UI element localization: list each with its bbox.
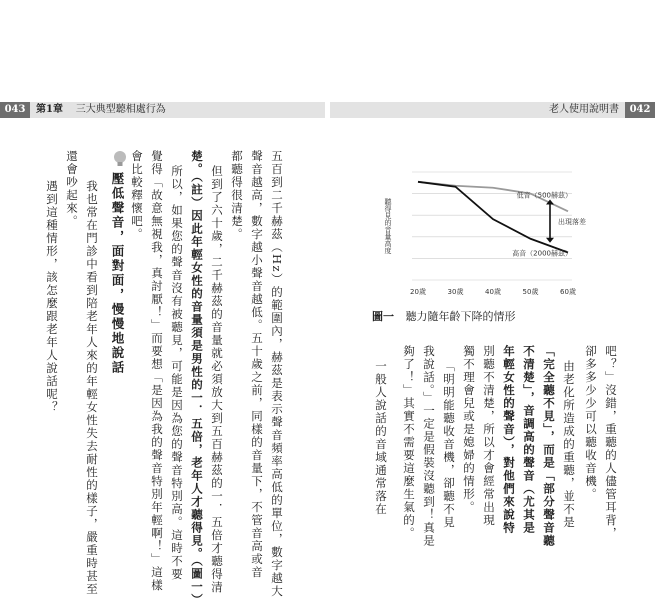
after-heading-col-3: 遇到這種情形，該怎麼跟老年人說話呢？ (45, 180, 59, 414)
x-tick-label: 50歲 (522, 288, 539, 296)
right-col-3: 由老化所造成的重聽，並不是 (562, 360, 576, 529)
right-col-2: 卻多多少少可以聽收音機。 (584, 345, 598, 501)
left-header-bar (0, 102, 325, 118)
chart-x-ticks (410, 287, 576, 296)
left-col-4: 但到了六十歲，二千赫茲的音量就必須放大到五百赫茲的一．五倍才聽得清 (210, 165, 224, 594)
right-header-bar (330, 102, 655, 118)
caption-title: 聽力隨年齡下降的情形 (405, 310, 516, 323)
left-chapter (36, 102, 166, 118)
left-col-8: 會比較釋懷吧。 (130, 150, 144, 241)
x-tick-label: 40歲 (485, 288, 501, 296)
after-heading-col-2: 還會吵起來。 (65, 150, 79, 228)
left-col-3: 都聽得很清楚。 (230, 150, 244, 241)
left-col-1: 五百到二千赫茲（Hz）的範圍內，赫茲是表示聲音頻率高低的單位，數字越大 (270, 150, 284, 599)
x-tick-label: 60歲 (560, 288, 576, 296)
gap-arrow-head-1 (546, 238, 554, 243)
right-col-11: 一般人說話的音域通常落在 (374, 360, 388, 516)
right-col-4: 「完全聽不見」，而是「部分聲音聽 (542, 345, 556, 548)
chapter-prefix: 第1章 (36, 104, 63, 115)
x-tick-label: 30歲 (447, 288, 464, 296)
right-title: 老人使用說明書 (549, 104, 619, 115)
left-col-5: 楚。（註）因此年輕女性的音量須是男性的一．五倍，老年人才聽得見。（圖一） (190, 150, 204, 607)
right-col-10: 夠了！」其實不需要這麼生氣的。 (402, 345, 416, 540)
page-header (0, 102, 655, 118)
gap-annotation: 出現落差 (558, 218, 586, 227)
x-tick-label: 20歲 (410, 288, 426, 296)
caption-label: 圖一 (372, 310, 394, 323)
chart-ylabel: 聽得見的音量高度 (384, 198, 392, 254)
lightbulb-icon (113, 150, 127, 168)
right-col-6: 年輕女性的聲音），對他們來說特 (502, 345, 516, 535)
left-page-number: 043 (0, 102, 30, 118)
right-col-1: 吧？」沒錯，重聽的人儘管耳背， (604, 345, 618, 540)
right-col-8: 「明明能聽收音機，卻聽不見 (442, 360, 456, 529)
left-col-2: 聲音越高，數字越小聲音越低。五十歲之前，同樣的音量下，不管音高或音 (250, 150, 264, 579)
right-col-5: 不清楚」，音調高的聲音（尤其是 (522, 345, 536, 535)
hearing-chart (372, 160, 602, 300)
right-col-extra: 獨不理會兒或是媳婦的情形。 (462, 345, 476, 514)
left-col-7: 覺得「故意無視我，真討厭！」而要想「是因為我的聲音特別年輕啊！」這樣 (150, 150, 164, 592)
gap-arrow (546, 199, 586, 242)
left-col-6: 所以，如果您的聲音沒有被聽見，可能是因為您的聲音特別高。這時不要 (170, 165, 184, 581)
legend-label-0: 低音（500赫茲） (516, 191, 572, 200)
legend-label-1: 高音（2000赫茲） (512, 249, 572, 258)
section-heading: 壓低聲音，面對面，慢慢地說話 (110, 172, 125, 375)
chapter-title: 三大典型聽相處行為 (75, 104, 166, 115)
right-page-number: 042 (625, 102, 655, 118)
after-heading-col-1: 我也常在門診中看到陪老年人來的年輕女性失去耐性的樣子，嚴重時甚至 (85, 180, 99, 596)
chart-caption (372, 308, 516, 324)
right-col-7: 別聽不清楚，所以才會經常出現 (482, 345, 496, 527)
right-col-9: 我說話。」一定是假裝沒聽到！真是 (422, 345, 436, 548)
